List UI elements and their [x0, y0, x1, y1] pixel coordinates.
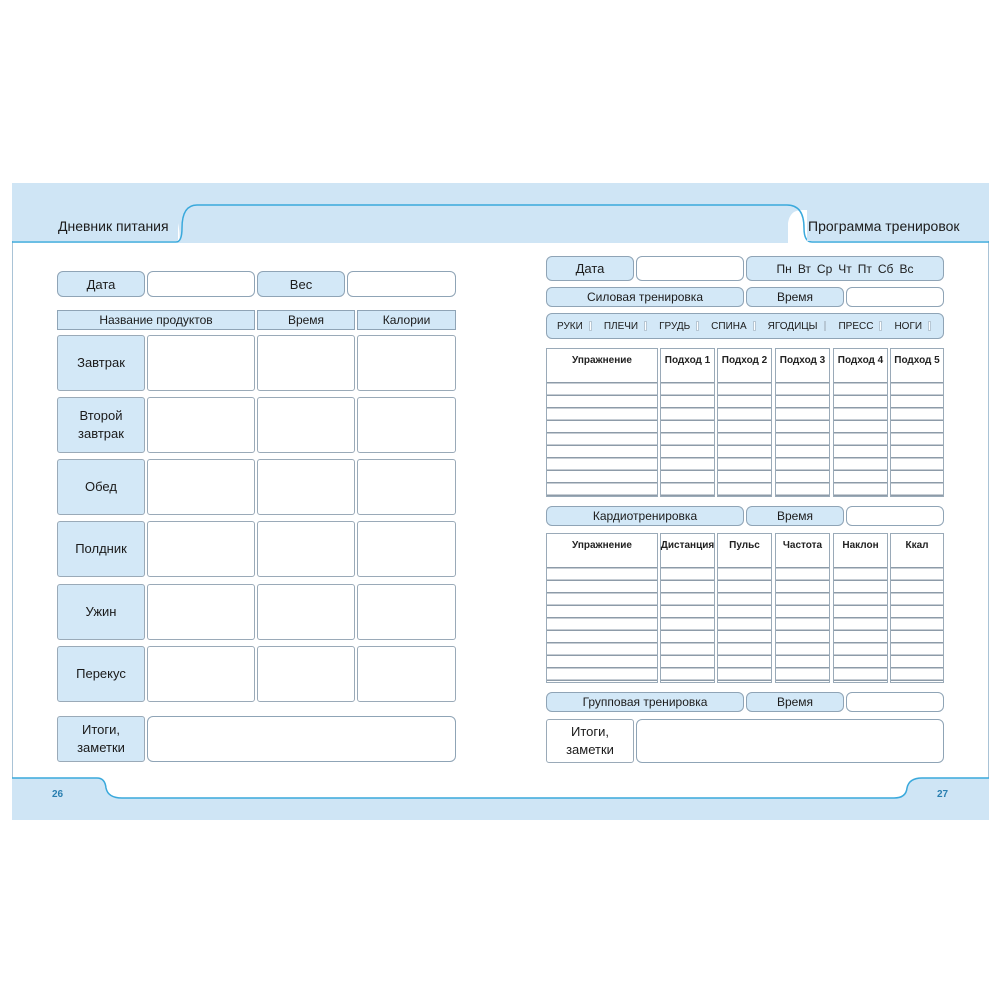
weekday-selector[interactable]	[746, 256, 944, 281]
strength-column[interactable]	[660, 348, 715, 497]
muscle-group-checkbox[interactable]	[696, 321, 699, 331]
left-page-number: 26	[52, 789, 64, 800]
cardio-column[interactable]	[546, 533, 658, 683]
muscle-group-label: ПРЕСС	[838, 320, 874, 332]
meal-products-cell[interactable]	[147, 584, 255, 640]
meal-time-cell[interactable]	[257, 521, 355, 577]
meal-products-cell[interactable]	[147, 521, 255, 577]
muscle-group-label: ПЛЕЧИ	[603, 320, 639, 332]
strength-column-lines	[547, 371, 657, 496]
muscle-group-label: ГРУДЬ	[659, 320, 691, 332]
strength-column-header: Подход 1	[664, 354, 711, 366]
strength-time-field[interactable]	[846, 287, 944, 307]
strength-column-header: Подход 5	[894, 354, 940, 366]
strength-column[interactable]	[775, 348, 830, 497]
strength-column-lines	[718, 371, 771, 496]
group-time-field[interactable]	[846, 692, 944, 712]
meal-products-cell[interactable]	[147, 397, 255, 453]
meal-products-cell[interactable]	[147, 459, 255, 515]
strength-column-header: Подход 2	[721, 354, 768, 366]
muscle-group-label: РУКИ	[557, 320, 583, 332]
meal-label: Второй завтрак	[57, 397, 145, 453]
date-field[interactable]	[147, 271, 255, 297]
cardio-column-lines	[776, 556, 829, 682]
muscle-group-selector	[546, 313, 944, 339]
date-label: Дата	[57, 271, 145, 297]
muscle-group-label: ЯГОДИЦЫ	[767, 320, 818, 332]
workout-notes-label: Итоги, заметки	[546, 719, 634, 763]
weekday-option[interactable]: Вт	[797, 261, 811, 276]
meal-calories-cell[interactable]	[357, 459, 456, 515]
weekday-option[interactable]: Пт	[857, 261, 872, 276]
column-header-calories: Калории	[357, 310, 456, 330]
strength-column-lines	[891, 371, 943, 496]
meal-calories-cell[interactable]	[357, 335, 456, 391]
muscle-group-label: НОГИ	[894, 320, 923, 332]
cardio-time-field[interactable]	[846, 506, 944, 526]
cardio-column-lines	[547, 556, 657, 682]
cardio-column-lines	[718, 556, 771, 682]
column-header-time: Время	[257, 310, 355, 330]
strength-column[interactable]	[890, 348, 944, 497]
meal-calories-cell[interactable]	[357, 397, 456, 453]
strength-training-label: Силовая тренировка	[546, 287, 744, 307]
meal-calories-cell[interactable]	[357, 646, 456, 702]
meal-label: Перекус	[57, 646, 145, 702]
meal-label: Полдник	[57, 521, 145, 577]
workout-date-label: Дата	[546, 256, 634, 281]
cardio-column-header: Ккал	[905, 539, 929, 551]
strength-column[interactable]	[546, 348, 658, 497]
group-time-label: Время	[746, 692, 844, 712]
meal-calories-cell[interactable]	[357, 521, 456, 577]
meal-label: Ужин	[57, 584, 145, 640]
cardio-column[interactable]	[775, 533, 830, 683]
weekday-option[interactable]: Чт	[838, 261, 852, 276]
strength-column[interactable]	[833, 348, 888, 497]
notes-field[interactable]	[147, 716, 456, 762]
left-page-title: Дневник питания	[58, 218, 169, 234]
cardio-column-header: Частота	[782, 539, 823, 551]
muscle-group-checkbox[interactable]	[644, 321, 647, 331]
muscle-group-label: СПИНА	[711, 320, 747, 332]
cardio-column-lines	[834, 556, 887, 682]
cardio-column[interactable]	[660, 533, 715, 683]
weekday-option[interactable]: Пн	[776, 261, 792, 276]
muscle-group-checkbox[interactable]	[879, 321, 882, 331]
column-header-products: Название продуктов	[57, 310, 255, 330]
meal-products-cell[interactable]	[147, 335, 255, 391]
meal-label: Обед	[57, 459, 145, 515]
meal-calories-cell[interactable]	[357, 584, 456, 640]
workout-date-field[interactable]	[636, 256, 744, 281]
weekday-option[interactable]: Сб	[877, 261, 894, 276]
cardio-column[interactable]	[890, 533, 944, 683]
cardio-column-lines	[661, 556, 714, 682]
cardio-column[interactable]	[717, 533, 772, 683]
cardio-training-label: Кардиотренировка	[546, 506, 744, 526]
muscle-group-checkbox[interactable]	[928, 321, 931, 331]
meal-time-cell[interactable]	[257, 584, 355, 640]
weekday-option[interactable]: Вс	[899, 261, 914, 276]
right-page-title: Программа тренировок	[808, 218, 960, 234]
workout-notes-field[interactable]	[636, 719, 944, 763]
cardio-column-header: Пульс	[729, 539, 760, 551]
strength-column-lines	[776, 371, 829, 496]
meal-time-cell[interactable]	[257, 335, 355, 391]
cardio-column-header: Наклон	[842, 539, 879, 551]
muscle-group-checkbox[interactable]	[753, 321, 756, 331]
strength-column-lines	[834, 371, 887, 496]
weekday-option[interactable]: Ср	[816, 261, 833, 276]
strength-time-label: Время	[746, 287, 844, 307]
meal-time-cell[interactable]	[257, 397, 355, 453]
cardio-time-label: Время	[746, 506, 844, 526]
strength-column-header: Подход 3	[779, 354, 826, 366]
meal-label: Завтрак	[57, 335, 145, 391]
muscle-group-checkbox[interactable]	[589, 321, 592, 331]
cardio-column-header: Дистанция	[660, 539, 715, 551]
right-page-number: 27	[937, 789, 949, 800]
weight-label: Вес	[257, 271, 345, 297]
notes-label: Итоги, заметки	[57, 716, 145, 762]
cardio-column-lines	[891, 556, 943, 682]
group-training-label: Групповая тренировка	[546, 692, 744, 712]
strength-column-lines	[661, 371, 714, 496]
cardio-column-header: Упражнение	[572, 539, 632, 551]
cardio-column[interactable]	[833, 533, 888, 683]
meal-time-cell[interactable]	[257, 646, 355, 702]
strength-column[interactable]	[717, 348, 772, 497]
weight-field[interactable]	[347, 271, 456, 297]
meal-time-cell[interactable]	[257, 459, 355, 515]
meal-products-cell[interactable]	[147, 646, 255, 702]
muscle-group-checkbox[interactable]	[824, 321, 827, 331]
strength-column-header: Упражнение	[572, 354, 632, 366]
strength-column-header: Подход 4	[837, 354, 884, 366]
